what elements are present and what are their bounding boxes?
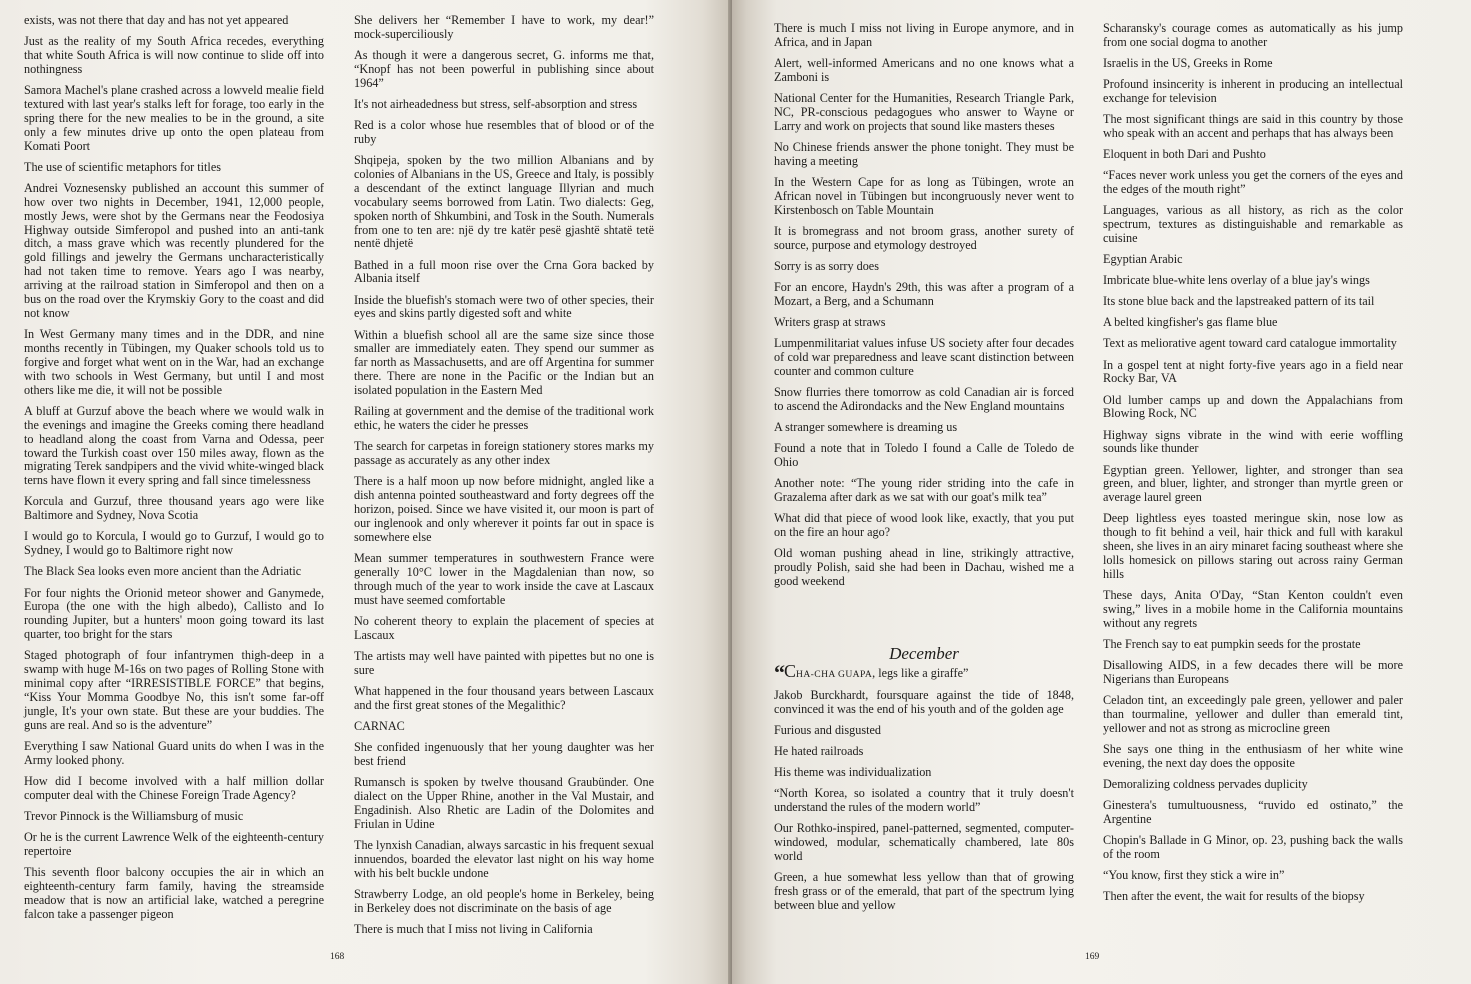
entry-paragraph: Red is a color whose hue resembles that of blood or of the ruby xyxy=(354,118,654,146)
entry-paragraph: CARNAC xyxy=(354,718,405,733)
entry-paragraph: Found a note that in Toledo I found a Calle de Toledo de Ohio xyxy=(774,441,1074,469)
entry-paragraph: How did I become involved with a half million dollar computer deal with the Chinese Foreign Trade Agency? xyxy=(24,773,324,802)
section-heading-month: December xyxy=(889,643,959,663)
entry-paragraph: Languages, various as all history, as rich as the color spectrum, textures as distinguishable and remarkable as cuisine xyxy=(1103,203,1403,245)
entry-paragraph: What happened in the four thousand years between Lascaux and the first great stones of the Megalithic? xyxy=(354,683,654,712)
entry-paragraph: Andrei Voznesensky published an account this summer of how over two nights in December, 1941, 12,000 people, mostly Jews, were shot by the Germans near the Feodosiya Highway outside Simferopol and pushed into an anti-tank ditch, a mass grave which was recently plundered for the gold fillings and jewelry the Germans uncharacteristically had not taken time to remove. Years ago I was nearby, arriving at the railroad station in Simferopol and then on a bus on the road over the Krymskiy Gory to the coast and did not know xyxy=(24,180,324,320)
entry-paragraph: She confided ingenuously that her young daughter was her best friend xyxy=(354,739,654,768)
dropcap-rest: , legs like a giraffe” xyxy=(872,665,969,680)
left-page-column-2 xyxy=(354,14,654,944)
entry-paragraph: Everything I saw National Guard units do when I was in the Army looked phony. xyxy=(24,738,324,767)
entry-paragraph: Furious and disgusted xyxy=(774,722,881,737)
entry-paragraph: Or he is the current Lawrence Welk of the eighteenth-century repertoire xyxy=(24,830,324,858)
entry-paragraph: There is much that I miss not living in California xyxy=(354,921,593,936)
entry-paragraph: Disallowing AIDS, in a few decades there will be more Nigerians than Europeans xyxy=(1103,658,1403,687)
entry-paragraph: Deep lightless eyes toasted meringue skin, nose low as though to fit behind a veil, hair thick and full with karakul sheen, she lives in an airy minaret facing southeast where she lolls homesick on pillows staring out across rainy German hills xyxy=(1103,511,1403,582)
entry-paragraph: Its stone blue back and the lapstreaked pattern of its tail xyxy=(1103,294,1375,309)
entry-paragraph: Eloquent in both Dari and Pushto xyxy=(1103,147,1266,162)
entry-paragraph: Celadon tint, an exceedingly pale green, yellower and paler than tourmaline, yellower and duller than emerald tint, yellower and not as strong as microcline green xyxy=(1103,693,1403,735)
entry-paragraph: There is a half moon up now before midnight, angled like a dish antenna pointed southeastward and forty degrees off the horizon, poised. Since we have visited it, our moon is part of our inglenook and only wherever it points far out in space is somewhere else xyxy=(354,474,654,544)
entry-paragraph: “Faces never work unless you get the corners of the eyes and the edges of the mouth right” xyxy=(1103,168,1403,197)
entry-paragraph: Profound insincerity is inherent in producing an intellectual exchange for television xyxy=(1103,77,1403,105)
entry-paragraph: Jakob Burckhardt, foursquare against the tide of 1848, convinced it was the end of his youth and of the golden age xyxy=(774,687,1074,716)
entry-paragraph: What did that piece of wood look like, exactly, that you put on the fire an hour ago? xyxy=(774,511,1074,539)
entry-paragraph: She delivers her “Remember I have to work, my dear!” mock-superciliously xyxy=(354,13,654,41)
entry-paragraph: Rumansch is spoken by twelve thousand Graubünder. One dialect on the Upper Rhine, another in the Val Mustair, and Engadinish. Also Rhetic are Ladin of the Dolomites and Friulan in Udine xyxy=(354,774,654,831)
entry-paragraph: Bathed in a full moon rise over the Crna Gora backed by Albania itself xyxy=(354,257,654,286)
right-col1-entries xyxy=(774,22,1074,589)
entry-paragraph: Text as meliorative agent toward card catalogue immortality xyxy=(1103,336,1397,351)
page-number-right: 169 xyxy=(1085,952,1100,962)
entry-paragraph: Our Rothko-inspired, panel-patterned, segmented, computer-windowed, modular, schematically chambered, late 80s world xyxy=(774,821,1074,863)
entry-paragraph: Ginestera's tumultuousness, “ruvido ed ostinato,” the Argentine xyxy=(1103,798,1403,827)
entry-paragraph: Old lumber camps up and down the Appalachians from Blowing Rock, NC xyxy=(1103,392,1403,421)
entry-paragraph: In the Western Cape for as long as Tübingen, wrote an African novel in Tübingen but incongruously never went to Kirstenbosch on Table Mountain xyxy=(774,174,1074,217)
entry-paragraph: These days, Anita O'Day, “Stan Kenton couldn't even swing,” lives in a mobile home in the California mountains without any regrets xyxy=(1103,588,1403,630)
entry-paragraph: His theme was individualization xyxy=(774,764,932,779)
entry-paragraph: There is much I miss not living in Europe anymore, and in Africa, and in Japan xyxy=(774,21,1074,49)
entry-paragraph: The most significant things are said in this country by those who speak with an accent and perhaps that has always been xyxy=(1103,112,1403,140)
dropcap-quote: “ xyxy=(774,659,784,685)
entry-paragraph: Scharansky's courage comes as automatically as his jump from one social dogma to another xyxy=(1103,21,1403,49)
entry-paragraph: The Black Sea looks even more ancient than the Adriatic xyxy=(24,564,302,579)
right-page xyxy=(732,0,1471,984)
entry-paragraph: Old woman pushing ahead in line, strikingly attractive, proudly Polish, said she had been in Dachau, wished me a good weekend xyxy=(774,546,1074,588)
entry-paragraph: Imbricate blue-white lens overlay of a blue jay's wings xyxy=(1103,273,1370,288)
entry-paragraph: No Chinese friends answer the phone tonight. They must be having a meeting xyxy=(774,139,1074,168)
entry-paragraph: The artists may well have painted with pipettes but no one is sure xyxy=(354,648,654,677)
entry-paragraph: She says one thing in the enthusiasm of her white wine evening, the next day does the opposite xyxy=(1103,742,1403,770)
entry-paragraph: National Center for the Humanities, Research Triangle Park, NC, PR-conscious pedagogues who answer to Wayne or Larry and work on projects that sound like masters theses xyxy=(774,91,1074,133)
dropcap-paragraph xyxy=(774,659,1074,685)
entry-paragraph: Chopin's Ballade in G Minor, op. 23, pushing back the walls of the room xyxy=(1103,833,1403,862)
left-page xyxy=(0,0,732,984)
entry-paragraph: A stranger somewhere is dreaming us xyxy=(774,419,958,434)
entry-paragraph: In a gospel tent at night forty-five years ago in a field near Rocky Bar, VA xyxy=(1103,357,1403,386)
entry-paragraph: Egyptian Arabic xyxy=(1103,252,1183,267)
right-page-column-2 xyxy=(1103,22,1403,911)
entry-paragraph: Writers grasp at straws xyxy=(774,314,886,329)
entry-paragraph: A bluff at Gurzuf above the beach where we would walk in the evenings and imagine the Greeks coming there headland to headland along the coast from Varna and Odessa, peer toward the Turkish coast over 150 miles away, flown as the migrating Terek sandpipers and the vivid white-winged black terns have flown it every spring and fall since timelessness xyxy=(24,403,324,488)
entry-paragraph: “North Korea, so isolated a country that it truly doesn't understand the rules of the modern world” xyxy=(774,786,1074,814)
entry-paragraph: For an encore, Haydn's 29th, this was after a program of a Mozart, a Berg, and a Schumann xyxy=(774,279,1074,308)
entry-paragraph: Demoralizing coldness pervades duplicity xyxy=(1103,777,1308,792)
entry-paragraph: I would go to Korcula, I would go to Gurzuf, I would go to Sydney, I would go to Baltimore right now xyxy=(24,529,324,558)
right-page-column-1 xyxy=(774,22,1074,920)
entry-paragraph: He hated railroads xyxy=(774,743,864,758)
entry-paragraph: Just as the reality of my South Africa recedes, everything that white South Africa is will now continue to slide off into nothingness xyxy=(24,34,324,76)
entry-paragraph: It is bromegrass and not broom grass, another surety of source, purpose and etymology destroyed xyxy=(774,223,1074,252)
entry-paragraph: Within a bluefish school all are the same size since those smaller are immediately eaten. They spend our summer as far north as Massachusetts, and are off Argentina for summer there. There are none in the Pacific or the Indian but an isolated population in the Eastern Med xyxy=(354,327,654,398)
entry-paragraph: Staged photograph of four infantrymen thigh-deep in a swamp with huge M-16s on two pages of Rolling Stone with minimal copy after “IRRESISTIBLE FORCE” that begins, “Kiss Your Momma Goodbye No, this isn't some far-off jungle, It's your own state. But these are your buddies. The guns are real. And so is the adventure” xyxy=(24,648,324,732)
entry-paragraph: Another note: “The young rider striding into the cafe in Grazalema after dark as we sat with our goat's milk tea” xyxy=(774,476,1074,504)
entry-paragraph: Then after the event, the wait for results of the biopsy xyxy=(1103,889,1365,904)
entry-paragraph: For four nights the Orionid meteor shower and Ganymede, Europa (the one with the high albedo), Callisto and Io rounding Jupiter, but a hunters' moon going toward its last quarter, too bright for the stars xyxy=(24,585,324,642)
entry-paragraph: In West Germany many times and in the DDR, and nine months recently in Tübingen, my Quaker schools told us to forgive and forget what went on in the War, had an exchange with two schools in West Germany, but until I and most others like me die, it will not be possible xyxy=(24,327,324,397)
entry-paragraph: The search for carpetas in foreign stationery stores marks my passage as accurately as any other index xyxy=(354,439,654,468)
entry-paragraph: Samora Machel's plane crashed across a lowveld mealie field textured with last year's stalks left for forage, too early in the spring there for the new mealies to be in the ground, a site only a few minutes drive up onto the open plateau from Komati Poort xyxy=(24,83,324,153)
entry-paragraph: Trevor Pinnock is the Williamsburg of music xyxy=(24,808,244,823)
entry-paragraph: Sorry is as sorry does xyxy=(774,258,879,273)
page-number-left: 168 xyxy=(330,952,345,962)
entry-paragraph: Railing at government and the demise of the traditional work ethic, he waters the cider he presses xyxy=(354,404,654,433)
entry-paragraph: Highway signs vibrate in the wind with eerie woffling sounds like thunder xyxy=(1103,427,1403,456)
entry-paragraph: “You know, first they stick a wire in” xyxy=(1103,868,1285,883)
entry-paragraph: Strawberry Lodge, an old people's home in Berkeley, being in Berkeley does not discriminate on the basis of age xyxy=(354,886,654,915)
entry-paragraph: Lumpenmilitariat values infuse US society after four decades of cold war preparedness and leave scant distinction between counter and common culture xyxy=(774,336,1074,378)
entry-paragraph: Inside the bluefish's stomach were two of other species, their eyes and skins partly digested soft and white xyxy=(354,292,654,321)
entry-paragraph: It's not airheadedness but stress, self-absorption and stress xyxy=(354,96,638,111)
dropcap-smallcaps: HA-CHA GUAPA xyxy=(796,668,873,680)
entry-paragraph: Snow flurries there tomorrow as cold Canadian air is forced to ascend the Adirondacks and the New England mountains xyxy=(774,384,1074,413)
entry-paragraph: The use of scientific metaphors for titles xyxy=(24,159,221,174)
entry-paragraph: Israelis in the US, Greeks in Rome xyxy=(1103,56,1273,70)
entry-paragraph: Green, a hue somewhat less yellow than that of growing fresh grass or of the emerald, that part of the spectrum lying between blue and yellow xyxy=(774,869,1074,912)
entry-paragraph: exists, was not there that day and has not yet appeared xyxy=(24,13,289,27)
entry-paragraph: Korcula and Gurzuf, three thousand years ago were like Baltimore and Sydney, Nova Scotia xyxy=(24,494,324,523)
entry-paragraph: Alert, well-informed Americans and no one knows what a Zamboni is xyxy=(774,56,1074,84)
entry-paragraph: Shqipeja, spoken by the two million Albanians and by colonies of Albanians in the US, Greece and Italy, is possibly a descendant of the extinct language Illyrian and much vocabulary seems borrowed from Latin. Two dialects: Geg, spoken north of Shkumbini, and Tosk in the South. Numerals from one to ten are: një dy tre katër pesë gjashtë shtatë tetë nentë dhjetë xyxy=(354,153,654,251)
entry-paragraph: The French say to eat pumpkin seeds for the prostate xyxy=(1103,637,1361,652)
entry-paragraph: Egyptian green. Yellower, lighter, and stronger than sea green, and bluer, lighter, and stronger than myrtle green or average laurel green xyxy=(1103,462,1403,505)
left-page-column-1 xyxy=(24,14,324,929)
entry-paragraph: A belted kingfisher's gas flame blue xyxy=(1103,315,1278,330)
entry-paragraph: No coherent theory to explain the placement of species at Lascaux xyxy=(354,613,654,642)
right-col1-after-entries xyxy=(774,689,1074,913)
entry-paragraph: This seventh floor balcony occupies the air in which an eighteenth-century farm family, having the streamside meadow that is now an artificial lake, watched a peregrine falcon take a passenger pigeon xyxy=(24,865,324,921)
entry-paragraph: The lynxish Canadian, always sarcastic in his frequent sexual innuendos, boarded the elevator last night on his way home with his belt buckle undone xyxy=(354,837,654,880)
dropcap-letter: C xyxy=(784,660,797,681)
entry-paragraph: As though it were a dangerous secret, G. informs me that, “Knopf has not been powerful in publishing since about 1964” xyxy=(354,48,654,90)
entry-paragraph: Mean summer temperatures in southwestern France were generally 10°C lower in the Magdalenian than now, so through much of the year to work inside the cave at Lascaux must have seemed comfortable xyxy=(354,550,654,607)
